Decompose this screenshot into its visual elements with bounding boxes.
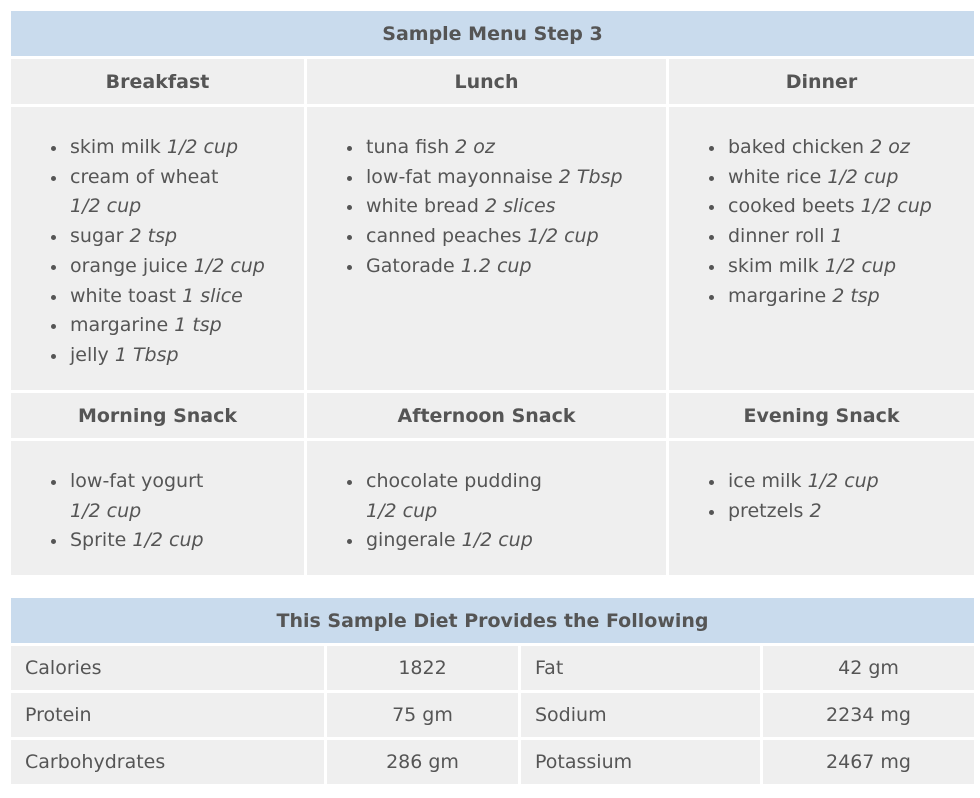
- nutrient-value: 1822: [326, 645, 520, 692]
- afternoon-snack-cell: [306, 440, 668, 577]
- food-item: [670, 163, 973, 193]
- food-name: white bread: [366, 195, 479, 218]
- lunch-list: [308, 108, 665, 282]
- food-item: [308, 163, 665, 193]
- food-name: baked chicken: [728, 136, 865, 158]
- food-name: Sprite: [70, 529, 127, 552]
- food-item: [12, 467, 303, 526]
- breakfast-cell: [10, 106, 306, 392]
- food-quantity: 1/2 cup: [193, 254, 265, 277]
- nutrition-title: This Sample Diet Provides the Following: [10, 597, 976, 645]
- food-quantity: 1/2 cup: [366, 499, 438, 522]
- food-item: [12, 252, 303, 282]
- nutrient-value: 75 gm: [326, 692, 520, 739]
- food-quantity: 1/2 cup: [70, 195, 142, 218]
- nutrient-label: Sodium: [520, 692, 762, 739]
- dinner-cell: [668, 106, 976, 392]
- food-item: [670, 467, 973, 497]
- food-quantity: 1/2 cup: [132, 529, 204, 552]
- food-name: low-fat yogurt: [70, 470, 204, 492]
- nutrient-label: Fat: [520, 645, 762, 692]
- food-quantity: 2: [809, 499, 822, 522]
- food-item: [670, 252, 973, 282]
- nutrient-value: 2467 mg: [762, 739, 976, 786]
- food-item: [670, 497, 973, 527]
- food-name: margarine: [70, 314, 169, 337]
- food-quantity: 1/2 cup: [827, 165, 899, 188]
- evening-snack-cell: [668, 440, 976, 577]
- nutrient-label: Protein: [10, 692, 326, 739]
- lunch-cell: [306, 106, 668, 392]
- food-quantity: 2 slices: [484, 195, 556, 218]
- food-item: [12, 282, 303, 312]
- morning-snack-cell: [10, 440, 306, 577]
- nutrition-row: [10, 645, 976, 692]
- food-item: [308, 192, 665, 222]
- food-quantity: 2 oz: [455, 136, 495, 158]
- food-quantity: 1/2 cup: [70, 499, 142, 522]
- food-quantity: 1/2 cup: [527, 225, 599, 248]
- food-name: cooked beets: [728, 195, 855, 218]
- nutrient-value: 42 gm: [762, 645, 976, 692]
- food-name: pretzels: [728, 499, 804, 522]
- food-item: [12, 222, 303, 252]
- nutrition-row: [10, 739, 976, 786]
- nutrient-value: 286 gm: [326, 739, 520, 786]
- food-quantity: 1: [830, 225, 843, 248]
- food-name: Gatorade: [366, 254, 455, 277]
- food-quantity: 2 tsp: [129, 225, 178, 248]
- food-name: margarine: [728, 284, 827, 307]
- food-item: [670, 222, 973, 252]
- food-name: dinner roll: [728, 225, 825, 248]
- food-quantity: 2 tsp: [832, 284, 880, 307]
- food-quantity: 1 slice: [182, 284, 243, 307]
- nutrient-value: 2234 mg: [762, 692, 976, 739]
- food-item: [670, 282, 973, 312]
- food-name: chocolate pudding: [366, 470, 542, 492]
- nutrient-label: Potassium: [520, 739, 762, 786]
- nutrient-label: Carbohydrates: [10, 739, 326, 786]
- food-name: gingerale: [366, 529, 456, 552]
- breakfast-list: [12, 108, 303, 371]
- sample-menu-table: [8, 8, 977, 578]
- food-item: [12, 526, 303, 556]
- evening-snack-list: [670, 442, 973, 526]
- food-name: white toast: [70, 284, 177, 307]
- food-name: canned peaches: [366, 225, 522, 248]
- snack-header-morning: Morning Snack: [10, 392, 306, 440]
- food-item: [308, 252, 665, 282]
- food-name: skim milk: [70, 136, 161, 158]
- food-item: [670, 133, 973, 163]
- food-name: orange juice: [70, 254, 188, 277]
- food-quantity: 1/2 cup: [807, 470, 879, 492]
- food-quantity: 1 tsp: [174, 314, 222, 337]
- menu-title: Sample Menu Step 3: [10, 10, 976, 58]
- food-item: [12, 341, 303, 371]
- food-quantity: 1/2 cup: [824, 254, 897, 277]
- dinner-list: [670, 108, 973, 311]
- food-name: white rice: [728, 165, 822, 188]
- food-quantity: 1/2 cup: [860, 195, 932, 218]
- food-quantity: 1 Tbsp: [114, 343, 179, 366]
- food-quantity: 2 Tbsp: [558, 165, 623, 188]
- food-quantity: 2 oz: [870, 136, 910, 158]
- food-name: sugar: [70, 225, 124, 248]
- meal-header-lunch: Lunch: [306, 58, 668, 106]
- food-name: low-fat mayonnaise: [366, 165, 553, 188]
- food-item: [308, 133, 665, 163]
- food-item: [308, 222, 665, 252]
- food-quantity: 1/2 cup: [461, 529, 533, 552]
- food-name: ice milk: [728, 470, 802, 492]
- food-item: [12, 311, 303, 341]
- food-item: [12, 133, 303, 163]
- food-quantity: 1.2 cup: [460, 254, 532, 277]
- food-name: tuna fish: [366, 136, 450, 158]
- morning-snack-list: [12, 442, 303, 556]
- nutrition-table: [8, 595, 977, 787]
- afternoon-snack-list: [308, 442, 665, 556]
- food-name: cream of wheat: [70, 165, 219, 188]
- snack-header-afternoon: Afternoon Snack: [306, 392, 668, 440]
- nutrient-label: Calories: [10, 645, 326, 692]
- snack-header-evening: Evening Snack: [668, 392, 976, 440]
- nutrition-row: [10, 692, 976, 739]
- food-quantity: 1/2 cup: [166, 136, 239, 158]
- food-item: [670, 192, 973, 222]
- food-item: [308, 526, 665, 556]
- meal-header-breakfast: Breakfast: [10, 58, 306, 106]
- food-item: [308, 467, 665, 526]
- food-name: skim milk: [728, 254, 819, 277]
- food-item: [12, 163, 303, 222]
- food-name: jelly: [70, 343, 109, 366]
- meal-header-dinner: Dinner: [668, 58, 976, 106]
